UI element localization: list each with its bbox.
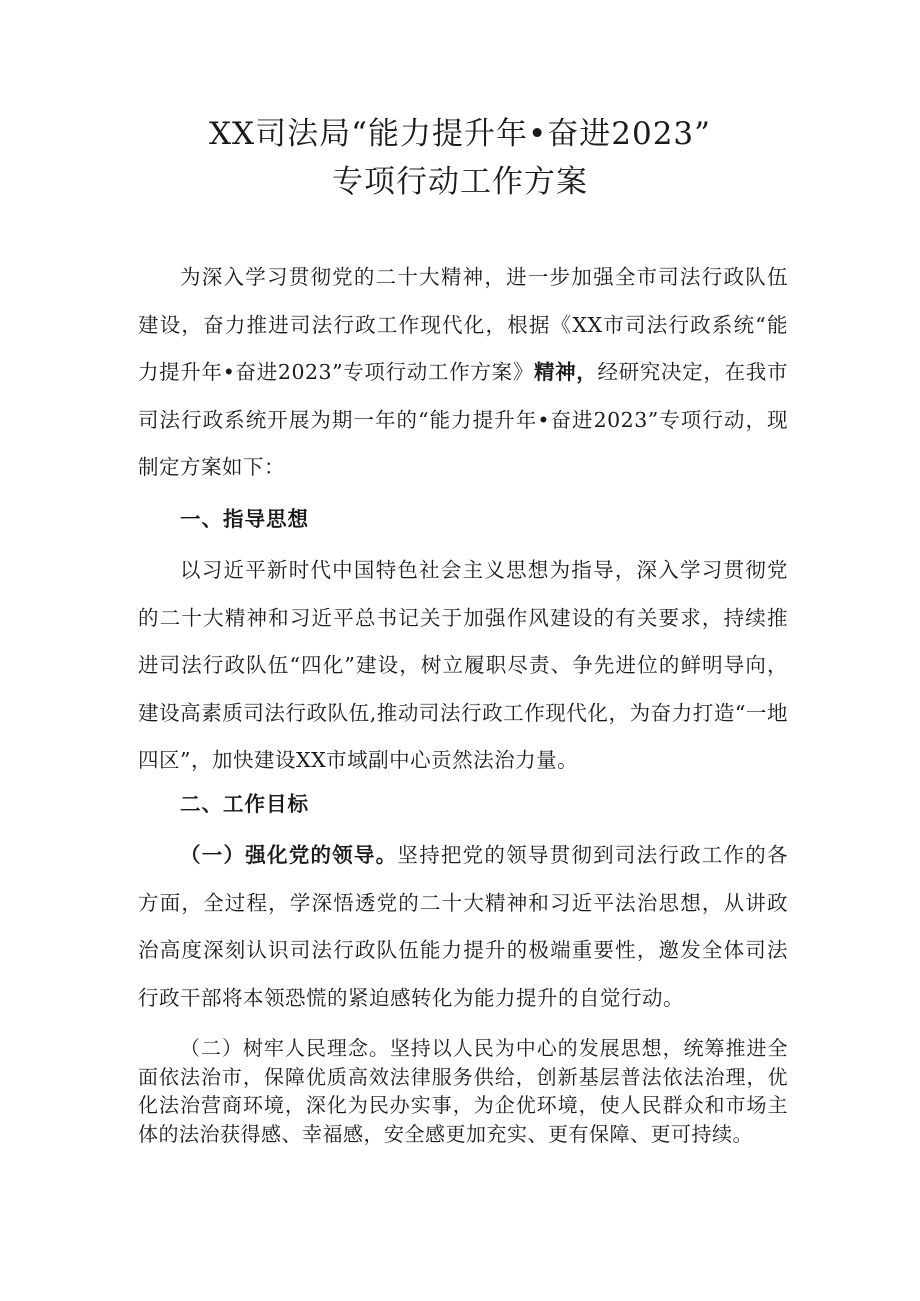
- goal1-text: 坚持把党的领导贯彻到司法行政工作的各方面，全过程，学深悟透党的二十大精神和习近平法治思想，从讲政治高度深刻认识司法行政队伍能力提升的极端重要性，邀发全体司法行政干部将本领恐慌的紧迫感转化为能力提升的自觉行动。: [138, 843, 789, 1010]
- document-title-line-2: 专项行动工作方案: [332, 164, 588, 200]
- goal1-paragraph: [138, 832, 788, 1022]
- intro-text-part1: 为深入学习贯彻党的二十大精神，进一步加强全市司法行政队伍建设，奋力推进司法行政工作现代化，根据《XX市司法行政系统“能力提升年•奋进2023”专项行动工作方案》: [138, 265, 788, 384]
- section1-paragraph: 以习近平新时代中国特色社会主义思想为指导，深入学习贯彻党的二十大精神和习近平总书记关于加强作风建设的有关要求，持续推进司法行政队伍“四化”建设，树立履职尽责、争先进位的鲜明导向，建设高素质司法行政队伍,推动司法行政工作现代化，为奋力打造“一地四区”，加快建设XX市域副中心贡然法治力量。: [138, 558, 788, 772]
- section2-heading: 二、工作目标: [180, 792, 309, 816]
- goal2-paragraph: （二）树牢人民理念。坚持以人民为中心的发展思想，统筹推进全面依法治市，保障优质高效法律服务供给，创新基层普法依法治理，优化法治营商环境，深化为民办实事，为企优环境，使人民群众和市场主体的法治获得感、幸福感，安全感更加充实、更有保障、更可持续。: [138, 1036, 788, 1146]
- document-title-line-1: XX司法局“能力提升年•奋进2023”: [208, 116, 711, 152]
- intro-text-part2: 经研究决定，在我市司法行政系统开展为期一年的“能力提升年•奋进2023”专项行动，现制定方案如下：: [138, 360, 788, 479]
- goal1-label: （一）强化党的领导。: [180, 843, 398, 867]
- intro-paragraph: [138, 254, 788, 492]
- intro-text-bold: 精神，: [533, 360, 598, 384]
- section1-heading: 一、指导思想: [180, 507, 309, 531]
